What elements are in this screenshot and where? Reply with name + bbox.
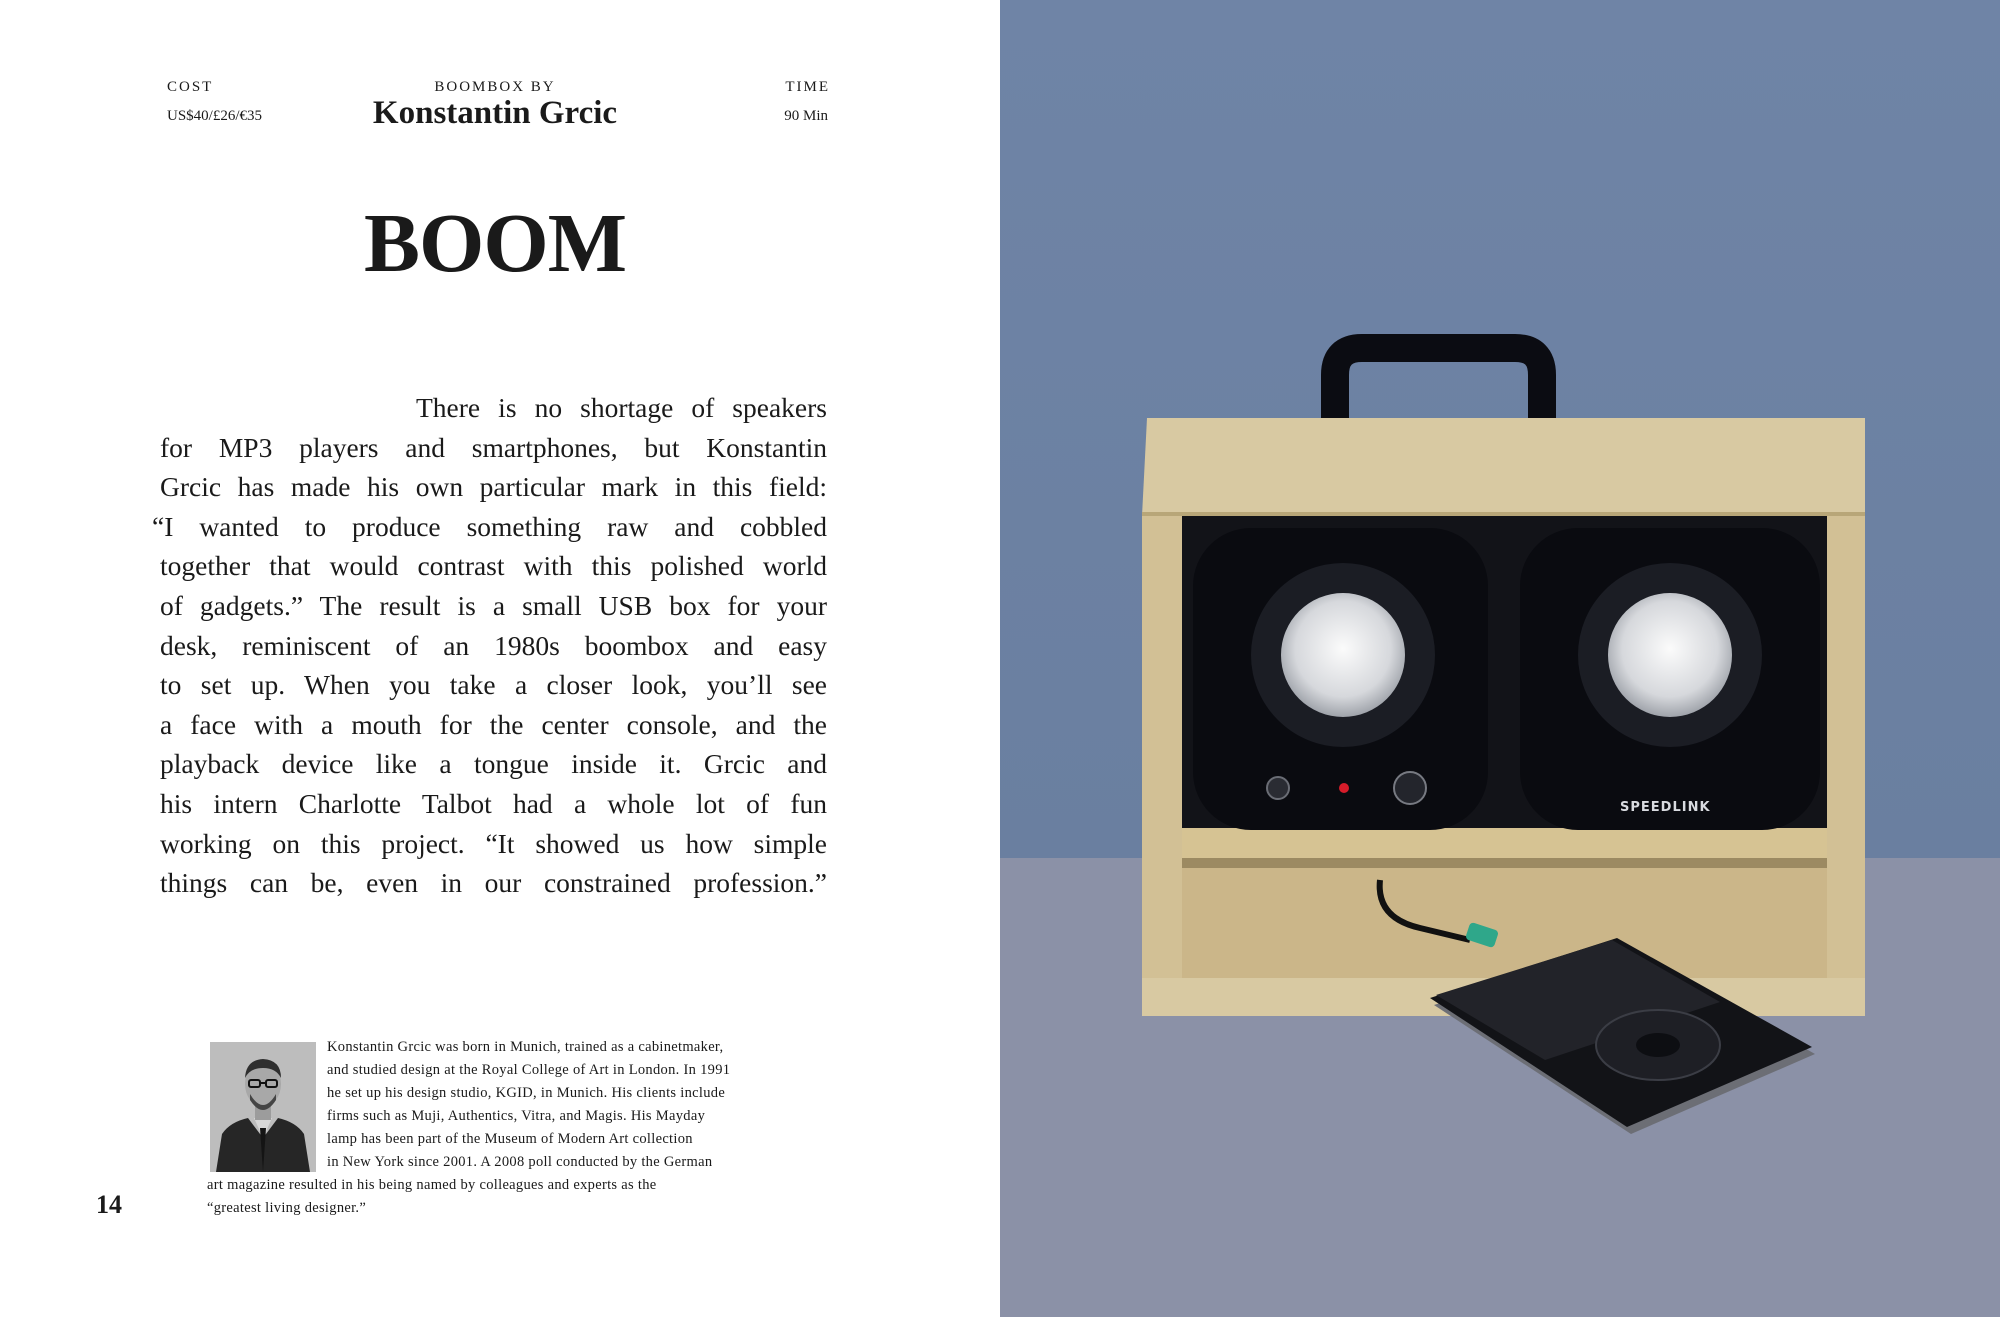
bio-line: lamp has been part of the Museum of Modern Art collection	[327, 1131, 693, 1147]
byline-label: BOOMBOX BY	[434, 79, 556, 95]
body-line: desk, reminiscent of an 1980s boombox and easy	[160, 629, 827, 661]
body-line: playback device like a tongue inside it. Grcic and	[160, 748, 827, 780]
body-text	[152, 388, 827, 903]
right-speaker	[1520, 528, 1820, 830]
body-line: working on this project. “It showed us how simple	[160, 827, 827, 859]
headline: BOOM	[364, 197, 626, 290]
bio-line: art magazine resulted in his being named by colleagues and experts as the	[207, 1177, 657, 1193]
designer-bio	[207, 1036, 782, 1220]
body-line: of gadgets.” The result is a small USB box for your	[160, 589, 827, 621]
boombox-photo	[1000, 0, 2000, 1317]
cost-value: US$40/£26/€35	[167, 108, 263, 124]
body-line: Grcic has made his own particular mark in this field:	[160, 471, 827, 503]
body-line: “I wanted to produce something raw and cobbled	[152, 510, 827, 542]
cost-label: COST	[167, 79, 214, 95]
speaker-brand-label: SPEEDLINK	[1620, 800, 1711, 815]
body-line: his intern Charlotte Talbot had a whole lot of fun	[160, 787, 827, 819]
bio-line: firms such as Muji, Authentics, Vitra, and Magis. His Mayday	[327, 1108, 706, 1124]
time-label: TIME	[785, 79, 830, 95]
page-number: 14	[96, 1190, 122, 1219]
body-line: There is no shortage of speakers	[416, 392, 827, 423]
body-line: to set up. When you take a closer look, you’ll see	[160, 669, 827, 701]
bio-line: Konstantin Grcic was born in Munich, trained as a cabinetmaker,	[327, 1039, 724, 1055]
designer-name: Konstantin Grcic	[372, 95, 618, 131]
bio-line: and studied design at the Royal College of Art in London. In 1991	[327, 1062, 731, 1078]
bio-line: in New York since 2001. A 2008 poll conducted by the German	[327, 1154, 713, 1170]
body-line: together that would contrast with this polished world	[160, 550, 827, 582]
time-value: 90 Min	[784, 108, 828, 124]
body-line: things can be, even in our constrained profession.”	[160, 867, 827, 899]
body-line: for MP3 players and smartphones, but Konstantin	[160, 431, 827, 463]
body-line: a face with a mouth for the center console, and the	[160, 708, 827, 740]
left-speaker	[1193, 528, 1488, 830]
bio-line: “greatest living designer.”	[207, 1200, 367, 1216]
bio-line: he set up his design studio, KGID, in Munich. His clients include	[327, 1085, 726, 1101]
